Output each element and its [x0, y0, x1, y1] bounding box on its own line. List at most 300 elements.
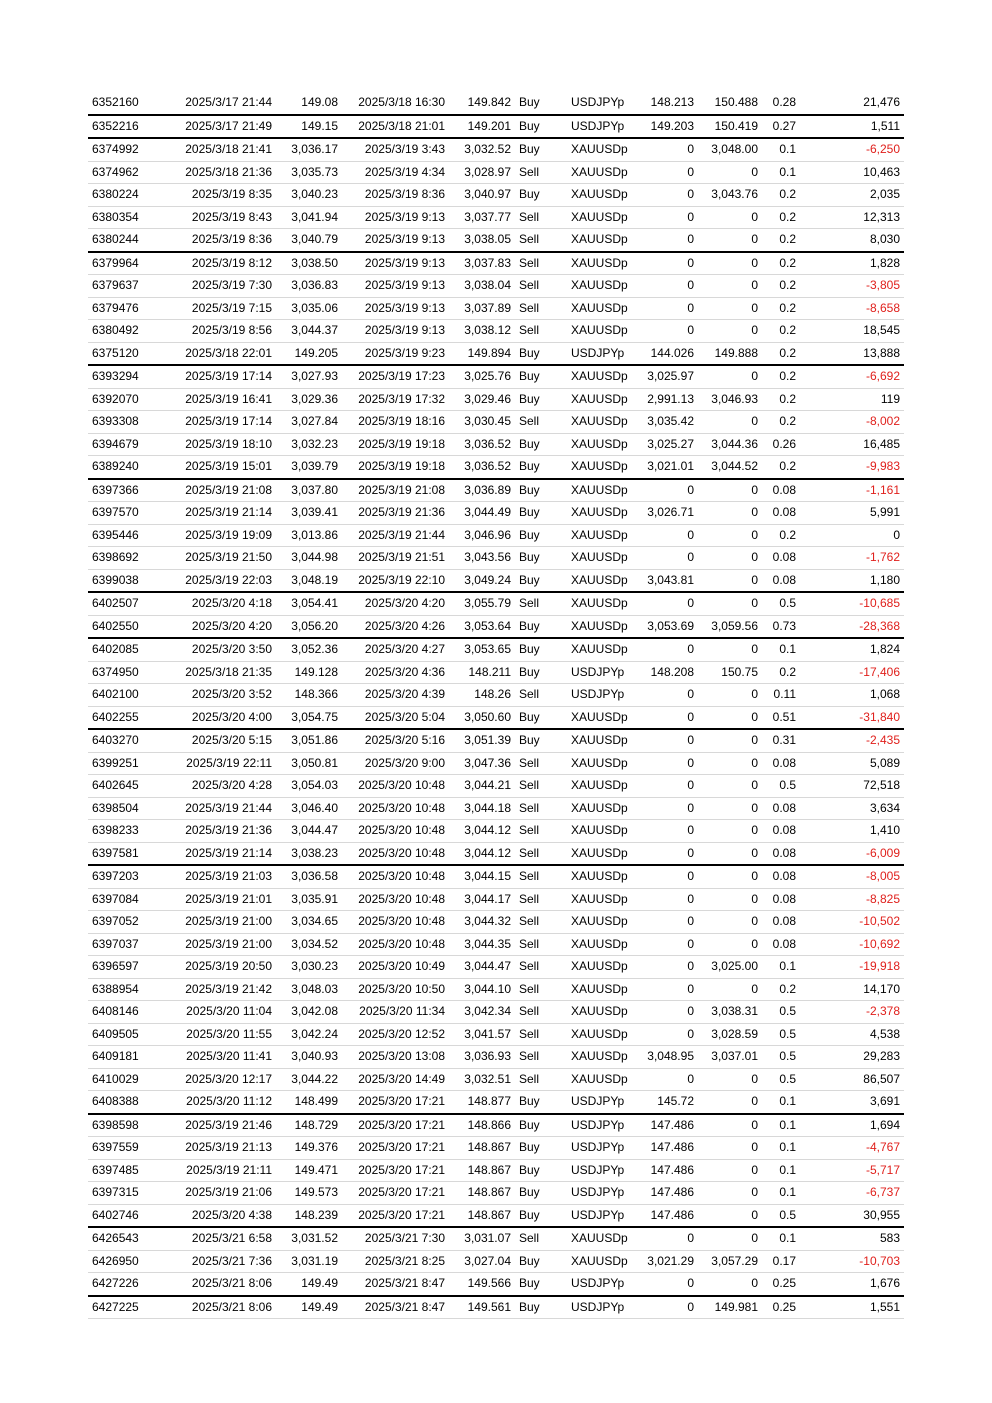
ticket-cell: 6402507 — [88, 592, 166, 615]
ticket-cell: 6397485 — [88, 1159, 166, 1182]
ticket-cell: 6402746 — [88, 1204, 166, 1227]
type-cell: Sell — [513, 1227, 555, 1250]
tp-cell: 0 — [696, 638, 760, 661]
profit-cell: -10,685 — [800, 592, 904, 615]
type-cell: Sell — [513, 1046, 555, 1069]
sl-cell: 147.486 — [635, 1114, 696, 1137]
open-time-cell: 2025/3/19 21:00 — [166, 933, 278, 956]
volume-cell: 0.08 — [760, 547, 800, 570]
type-cell: Buy — [513, 1250, 555, 1273]
symbol-cell: XAUUSDp — [555, 456, 635, 479]
ticket-cell: 6394679 — [88, 433, 166, 456]
volume-cell: 0.2 — [760, 388, 800, 411]
type-cell: Sell — [513, 1001, 555, 1024]
type-cell: Buy — [513, 547, 555, 570]
open-price-cell: 148.499 — [278, 1091, 346, 1114]
open-price-cell: 149.49 — [278, 1296, 346, 1319]
open-price-cell: 149.376 — [278, 1137, 346, 1160]
tp-cell: 0 — [696, 479, 760, 502]
tp-cell: 3,028.59 — [696, 1023, 760, 1046]
close-price-cell: 3,037.89 — [451, 297, 513, 320]
open-time-cell: 2025/3/19 8:36 — [166, 229, 278, 252]
sl-cell: 145.72 — [635, 1091, 696, 1114]
close-price-cell: 3,037.77 — [451, 206, 513, 229]
ticket-cell: 6380244 — [88, 229, 166, 252]
open-price-cell: 3,041.94 — [278, 206, 346, 229]
volume-cell: 0.5 — [760, 1204, 800, 1227]
symbol-cell: XAUUSDp — [555, 229, 635, 252]
sl-cell: 3,025.97 — [635, 365, 696, 388]
type-cell: Sell — [513, 865, 555, 888]
close-price-cell: 3,055.79 — [451, 592, 513, 615]
ticket-cell: 6399251 — [88, 752, 166, 775]
type-cell: Sell — [513, 1023, 555, 1046]
tp-cell: 0 — [696, 206, 760, 229]
tp-cell: 3,044.36 — [696, 433, 760, 456]
tp-cell: 0 — [696, 865, 760, 888]
close-time-cell: 2025/3/21 8:25 — [346, 1250, 451, 1273]
symbol-cell: XAUUSDp — [555, 592, 635, 615]
profit-cell: -8,658 — [800, 297, 904, 320]
sl-cell: 0 — [635, 752, 696, 775]
close-time-cell: 2025/3/20 11:34 — [346, 1001, 451, 1024]
symbol-cell: XAUUSDp — [555, 865, 635, 888]
sl-cell: 0 — [635, 729, 696, 752]
ticket-cell: 6427226 — [88, 1273, 166, 1296]
sl-cell: 3,021.29 — [635, 1250, 696, 1273]
close-time-cell: 2025/3/19 9:13 — [346, 252, 451, 275]
profit-cell: -28,368 — [800, 615, 904, 638]
trade-table — [88, 92, 904, 1319]
type-cell: Buy — [513, 342, 555, 365]
sl-cell: 0 — [635, 138, 696, 161]
symbol-cell: USDJPYp — [555, 1182, 635, 1205]
close-price-cell: 3,041.57 — [451, 1023, 513, 1046]
sl-cell: 148.213 — [635, 92, 696, 115]
ticket-cell: 6402085 — [88, 638, 166, 661]
close-time-cell: 2025/3/19 19:18 — [346, 433, 451, 456]
open-price-cell: 3,040.23 — [278, 184, 346, 207]
ticket-cell: 6402645 — [88, 775, 166, 798]
profit-cell: 14,170 — [800, 978, 904, 1001]
open-time-cell: 2025/3/20 11:55 — [166, 1023, 278, 1046]
type-cell: Buy — [513, 92, 555, 115]
table-row — [88, 684, 904, 707]
close-price-cell: 148.866 — [451, 1114, 513, 1137]
close-price-cell: 148.867 — [451, 1182, 513, 1205]
symbol-cell: XAUUSDp — [555, 729, 635, 752]
symbol-cell: XAUUSDp — [555, 638, 635, 661]
volume-cell: 0.2 — [760, 524, 800, 547]
open-time-cell: 2025/3/19 17:14 — [166, 365, 278, 388]
open-price-cell: 3,040.79 — [278, 229, 346, 252]
type-cell: Buy — [513, 638, 555, 661]
profit-cell: 86,507 — [800, 1068, 904, 1091]
type-cell: Buy — [513, 502, 555, 525]
open-time-cell: 2025/3/20 4:18 — [166, 592, 278, 615]
table-row — [88, 865, 904, 888]
ticket-cell: 6408388 — [88, 1091, 166, 1114]
ticket-cell: 6409181 — [88, 1046, 166, 1069]
profit-cell: 10,463 — [800, 161, 904, 184]
close-price-cell: 3,029.46 — [451, 388, 513, 411]
profit-cell: 1,828 — [800, 252, 904, 275]
close-time-cell: 2025/3/20 10:50 — [346, 978, 451, 1001]
close-time-cell: 2025/3/19 21:08 — [346, 479, 451, 502]
open-time-cell: 2025/3/20 4:28 — [166, 775, 278, 798]
tp-cell: 3,059.56 — [696, 615, 760, 638]
profit-cell: -5,717 — [800, 1159, 904, 1182]
close-time-cell: 2025/3/20 17:21 — [346, 1137, 451, 1160]
sl-cell: 0 — [635, 820, 696, 843]
type-cell: Buy — [513, 1137, 555, 1160]
table-row — [88, 1273, 904, 1296]
type-cell: Sell — [513, 206, 555, 229]
close-price-cell: 3,043.56 — [451, 547, 513, 570]
sl-cell: 0 — [635, 956, 696, 979]
open-time-cell: 2025/3/19 21:50 — [166, 547, 278, 570]
open-time-cell: 2025/3/17 21:49 — [166, 115, 278, 139]
table-row — [88, 456, 904, 479]
close-time-cell: 2025/3/19 22:10 — [346, 569, 451, 592]
open-price-cell: 3,034.52 — [278, 933, 346, 956]
close-price-cell: 148.26 — [451, 684, 513, 707]
sl-cell: 0 — [635, 524, 696, 547]
profit-cell: -10,703 — [800, 1250, 904, 1273]
symbol-cell: XAUUSDp — [555, 615, 635, 638]
type-cell: Buy — [513, 115, 555, 139]
sl-cell: 3,043.81 — [635, 569, 696, 592]
table-row — [88, 115, 904, 139]
close-time-cell: 2025/3/20 17:21 — [346, 1204, 451, 1227]
type-cell: Sell — [513, 684, 555, 707]
open-time-cell: 2025/3/19 21:08 — [166, 479, 278, 502]
open-price-cell: 3,032.23 — [278, 433, 346, 456]
profit-cell: -10,692 — [800, 933, 904, 956]
close-time-cell: 2025/3/20 13:08 — [346, 1046, 451, 1069]
table-row — [88, 1091, 904, 1114]
sl-cell: 0 — [635, 1273, 696, 1296]
symbol-cell: XAUUSDp — [555, 479, 635, 502]
profit-cell: 119 — [800, 388, 904, 411]
tp-cell: 0 — [696, 842, 760, 865]
ticket-cell: 6397315 — [88, 1182, 166, 1205]
ticket-cell: 6398504 — [88, 797, 166, 820]
symbol-cell: XAUUSDp — [555, 524, 635, 547]
close-time-cell: 2025/3/20 10:48 — [346, 775, 451, 798]
close-time-cell: 2025/3/19 9:13 — [346, 320, 451, 343]
tp-cell: 0 — [696, 252, 760, 275]
profit-cell: -6,737 — [800, 1182, 904, 1205]
sl-cell: 0 — [635, 547, 696, 570]
tp-cell: 149.888 — [696, 342, 760, 365]
profit-cell: 2,035 — [800, 184, 904, 207]
type-cell: Sell — [513, 161, 555, 184]
close-price-cell: 3,032.52 — [451, 138, 513, 161]
open-price-cell: 149.471 — [278, 1159, 346, 1182]
close-time-cell: 2025/3/20 10:48 — [346, 911, 451, 934]
ticket-cell: 6426950 — [88, 1250, 166, 1273]
symbol-cell: XAUUSDp — [555, 775, 635, 798]
table-row — [88, 320, 904, 343]
type-cell: Buy — [513, 1273, 555, 1296]
profit-cell: -3,805 — [800, 275, 904, 298]
type-cell: Sell — [513, 775, 555, 798]
table-row — [88, 138, 904, 161]
type-cell: Buy — [513, 661, 555, 684]
open-price-cell: 3,040.93 — [278, 1046, 346, 1069]
tp-cell: 0 — [696, 888, 760, 911]
volume-cell: 0.08 — [760, 479, 800, 502]
symbol-cell: USDJPYp — [555, 684, 635, 707]
ticket-cell: 6380224 — [88, 184, 166, 207]
sl-cell: 149.203 — [635, 115, 696, 139]
profit-cell: 12,313 — [800, 206, 904, 229]
close-time-cell: 2025/3/20 4:20 — [346, 592, 451, 615]
open-time-cell: 2025/3/19 21:00 — [166, 911, 278, 934]
trade-rows — [88, 92, 904, 1319]
open-time-cell: 2025/3/20 12:17 — [166, 1068, 278, 1091]
open-time-cell: 2025/3/19 21:14 — [166, 502, 278, 525]
table-row — [88, 1114, 904, 1137]
close-price-cell: 3,044.12 — [451, 842, 513, 865]
close-time-cell: 2025/3/19 18:16 — [346, 411, 451, 434]
table-row — [88, 1159, 904, 1182]
type-cell: Sell — [513, 978, 555, 1001]
type-cell: Buy — [513, 1159, 555, 1182]
close-price-cell: 149.561 — [451, 1296, 513, 1319]
symbol-cell: XAUUSDp — [555, 320, 635, 343]
close-time-cell: 2025/3/19 17:32 — [346, 388, 451, 411]
volume-cell: 0.08 — [760, 752, 800, 775]
close-price-cell: 3,036.52 — [451, 433, 513, 456]
tp-cell: 3,057.29 — [696, 1250, 760, 1273]
close-time-cell: 2025/3/20 5:16 — [346, 729, 451, 752]
sl-cell: 0 — [635, 684, 696, 707]
symbol-cell: USDJPYp — [555, 115, 635, 139]
close-time-cell: 2025/3/21 8:47 — [346, 1273, 451, 1296]
ticket-cell: 6397203 — [88, 865, 166, 888]
symbol-cell: XAUUSDp — [555, 956, 635, 979]
close-price-cell: 3,044.10 — [451, 978, 513, 1001]
sl-cell: 0 — [635, 1227, 696, 1250]
sl-cell: 0 — [635, 592, 696, 615]
tp-cell: 0 — [696, 297, 760, 320]
volume-cell: 0.1 — [760, 1114, 800, 1137]
volume-cell: 0.17 — [760, 1250, 800, 1273]
symbol-cell: XAUUSDp — [555, 1046, 635, 1069]
tp-cell: 0 — [696, 911, 760, 934]
symbol-cell: USDJPYp — [555, 342, 635, 365]
ticket-cell: 6408146 — [88, 1001, 166, 1024]
close-price-cell: 3,025.76 — [451, 365, 513, 388]
volume-cell: 0.1 — [760, 1159, 800, 1182]
table-row — [88, 342, 904, 365]
close-time-cell: 2025/3/21 7:30 — [346, 1227, 451, 1250]
open-time-cell: 2025/3/19 22:11 — [166, 752, 278, 775]
symbol-cell: XAUUSDp — [555, 161, 635, 184]
tp-cell: 0 — [696, 1114, 760, 1137]
table-row — [88, 842, 904, 865]
type-cell: Buy — [513, 729, 555, 752]
open-price-cell: 3,035.73 — [278, 161, 346, 184]
type-cell: Buy — [513, 184, 555, 207]
open-time-cell: 2025/3/18 21:36 — [166, 161, 278, 184]
tp-cell: 0 — [696, 1068, 760, 1091]
open-time-cell: 2025/3/19 16:41 — [166, 388, 278, 411]
table-row — [88, 569, 904, 592]
ticket-cell: 6392070 — [88, 388, 166, 411]
profit-cell: 30,955 — [800, 1204, 904, 1227]
profit-cell: 1,694 — [800, 1114, 904, 1137]
type-cell: Sell — [513, 933, 555, 956]
tp-cell: 0 — [696, 320, 760, 343]
open-price-cell: 3,054.75 — [278, 706, 346, 729]
table-row — [88, 161, 904, 184]
ticket-cell: 6389240 — [88, 456, 166, 479]
open-time-cell: 2025/3/19 15:01 — [166, 456, 278, 479]
symbol-cell: USDJPYp — [555, 1137, 635, 1160]
ticket-cell: 6402100 — [88, 684, 166, 707]
tp-cell: 0 — [696, 524, 760, 547]
type-cell: Sell — [513, 956, 555, 979]
close-time-cell: 2025/3/19 9:13 — [346, 206, 451, 229]
symbol-cell: USDJPYp — [555, 1159, 635, 1182]
table-row — [88, 615, 904, 638]
symbol-cell: XAUUSDp — [555, 206, 635, 229]
open-time-cell: 2025/3/19 21:11 — [166, 1159, 278, 1182]
tp-cell: 0 — [696, 1091, 760, 1114]
table-row — [88, 1250, 904, 1273]
tp-cell: 0 — [696, 1182, 760, 1205]
table-row — [88, 638, 904, 661]
volume-cell: 0.2 — [760, 365, 800, 388]
close-time-cell: 2025/3/19 19:18 — [346, 456, 451, 479]
volume-cell: 0.2 — [760, 661, 800, 684]
volume-cell: 0.2 — [760, 229, 800, 252]
ticket-cell: 6403270 — [88, 729, 166, 752]
tp-cell: 0 — [696, 729, 760, 752]
type-cell: Buy — [513, 138, 555, 161]
sl-cell: 0 — [635, 1068, 696, 1091]
type-cell: Sell — [513, 320, 555, 343]
symbol-cell: XAUUSDp — [555, 820, 635, 843]
table-row — [88, 252, 904, 275]
close-price-cell: 149.201 — [451, 115, 513, 139]
tp-cell: 0 — [696, 1204, 760, 1227]
symbol-cell: XAUUSDp — [555, 1068, 635, 1091]
ticket-cell: 6397084 — [88, 888, 166, 911]
table-row — [88, 1137, 904, 1160]
sl-cell: 0 — [635, 1296, 696, 1319]
ticket-cell: 6379476 — [88, 297, 166, 320]
close-price-cell: 3,053.65 — [451, 638, 513, 661]
table-row — [88, 206, 904, 229]
tp-cell: 0 — [696, 684, 760, 707]
close-time-cell: 2025/3/20 10:49 — [346, 956, 451, 979]
volume-cell: 0.5 — [760, 1001, 800, 1024]
open-price-cell: 148.366 — [278, 684, 346, 707]
profit-cell: 1,824 — [800, 638, 904, 661]
tp-cell: 0 — [696, 592, 760, 615]
sl-cell: 0 — [635, 184, 696, 207]
table-row — [88, 752, 904, 775]
table-row — [88, 411, 904, 434]
profit-cell: 0 — [800, 524, 904, 547]
symbol-cell: XAUUSDp — [555, 978, 635, 1001]
open-price-cell: 3,048.03 — [278, 978, 346, 1001]
volume-cell: 0.2 — [760, 206, 800, 229]
table-row — [88, 933, 904, 956]
open-price-cell: 3,038.23 — [278, 842, 346, 865]
close-price-cell: 3,044.12 — [451, 820, 513, 843]
table-row — [88, 275, 904, 298]
open-time-cell: 2025/3/20 4:20 — [166, 615, 278, 638]
open-price-cell: 3,036.83 — [278, 275, 346, 298]
close-price-cell: 3,044.21 — [451, 775, 513, 798]
close-time-cell: 2025/3/20 12:52 — [346, 1023, 451, 1046]
close-time-cell: 2025/3/21 8:47 — [346, 1296, 451, 1319]
volume-cell: 0.08 — [760, 820, 800, 843]
table-row — [88, 797, 904, 820]
profit-cell: -6,250 — [800, 138, 904, 161]
close-time-cell: 2025/3/20 9:00 — [346, 752, 451, 775]
tp-cell: 3,038.31 — [696, 1001, 760, 1024]
open-price-cell: 3,056.20 — [278, 615, 346, 638]
close-time-cell: 2025/3/19 21:51 — [346, 547, 451, 570]
symbol-cell: XAUUSDp — [555, 797, 635, 820]
tp-cell: 149.981 — [696, 1296, 760, 1319]
sl-cell: 0 — [635, 706, 696, 729]
profit-cell: 72,518 — [800, 775, 904, 798]
close-time-cell: 2025/3/20 5:04 — [346, 706, 451, 729]
ticket-cell: 6399038 — [88, 569, 166, 592]
open-price-cell: 3,031.52 — [278, 1227, 346, 1250]
symbol-cell: USDJPYp — [555, 661, 635, 684]
profit-cell: -2,435 — [800, 729, 904, 752]
open-time-cell: 2025/3/19 21:46 — [166, 1114, 278, 1137]
close-price-cell: 148.867 — [451, 1204, 513, 1227]
open-time-cell: 2025/3/20 11:12 — [166, 1091, 278, 1114]
open-time-cell: 2025/3/20 11:04 — [166, 1001, 278, 1024]
tp-cell: 0 — [696, 365, 760, 388]
type-cell: Buy — [513, 569, 555, 592]
table-row — [88, 1046, 904, 1069]
close-time-cell: 2025/3/18 16:30 — [346, 92, 451, 115]
close-time-cell: 2025/3/20 10:48 — [346, 865, 451, 888]
symbol-cell: USDJPYp — [555, 1296, 635, 1319]
trade-history-sheet — [88, 92, 904, 1319]
ticket-cell: 6374950 — [88, 661, 166, 684]
volume-cell: 0.11 — [760, 684, 800, 707]
close-price-cell: 3,031.07 — [451, 1227, 513, 1250]
ticket-cell: 6397366 — [88, 479, 166, 502]
sl-cell: 147.486 — [635, 1204, 696, 1227]
type-cell: Buy — [513, 479, 555, 502]
tp-cell: 3,025.00 — [696, 956, 760, 979]
ticket-cell: 6374962 — [88, 161, 166, 184]
volume-cell: 0.5 — [760, 1068, 800, 1091]
open-time-cell: 2025/3/19 21:36 — [166, 820, 278, 843]
open-price-cell: 149.128 — [278, 661, 346, 684]
type-cell: Buy — [513, 1091, 555, 1114]
open-time-cell: 2025/3/20 3:52 — [166, 684, 278, 707]
open-time-cell: 2025/3/17 21:44 — [166, 92, 278, 115]
close-price-cell: 3,038.05 — [451, 229, 513, 252]
tp-cell: 0 — [696, 547, 760, 570]
close-time-cell: 2025/3/19 21:44 — [346, 524, 451, 547]
tp-cell: 0 — [696, 775, 760, 798]
